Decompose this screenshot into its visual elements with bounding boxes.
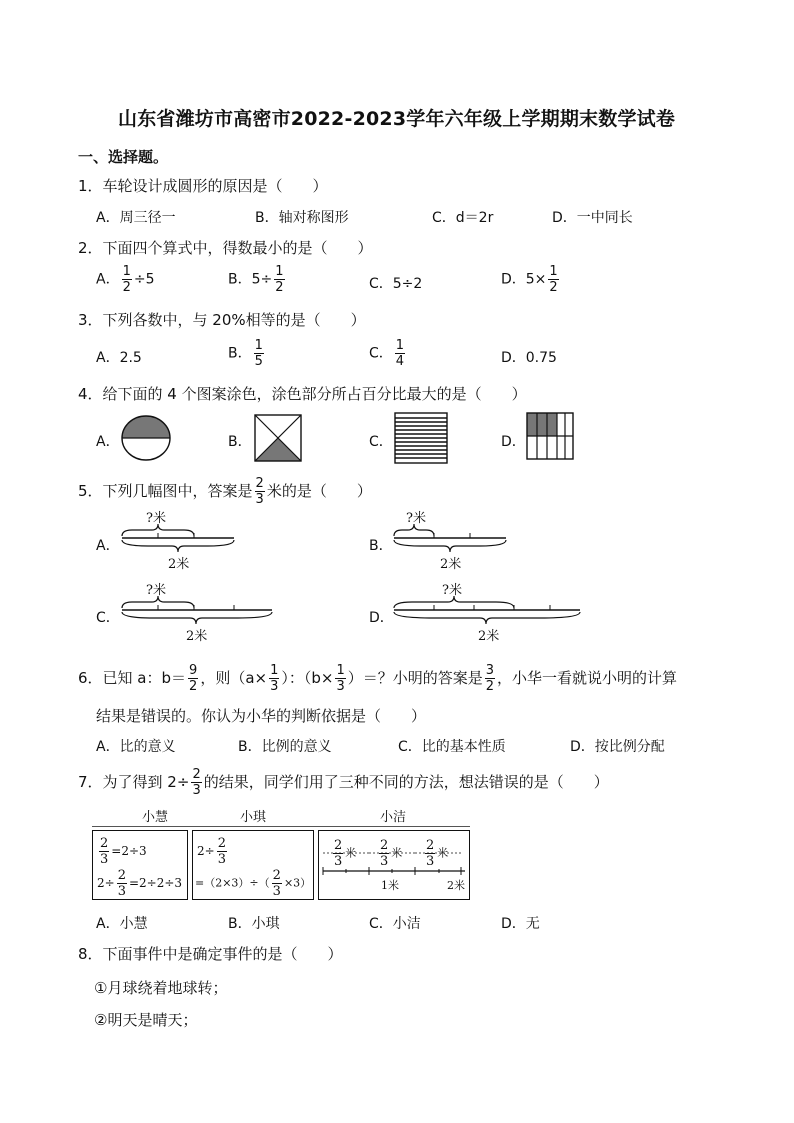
- fraction: [117, 869, 127, 898]
- denominator: 4: [395, 354, 405, 369]
- fraction: [269, 664, 279, 693]
- unit-text: 米: [391, 846, 403, 860]
- method-text: =2÷3: [111, 844, 147, 858]
- option-c[interactable]: C．: [96, 610, 120, 626]
- option-c[interactable]: [369, 339, 407, 368]
- fraction: [188, 664, 198, 693]
- option-b[interactable]: [228, 265, 287, 294]
- denominator: 3: [270, 679, 279, 694]
- segment-label-top: ?米: [146, 511, 166, 526]
- method-text: 2÷: [197, 844, 215, 858]
- option-a[interactable]: A．比的意义: [96, 739, 176, 755]
- option-d[interactable]: [501, 265, 561, 294]
- question-stem: [78, 477, 372, 506]
- striped-rectangle-figure: [394, 412, 448, 464]
- stem-text: 5．下列几幅图中，答案是: [78, 482, 253, 500]
- denominator: 3: [255, 492, 264, 507]
- option-d[interactable]: D．无: [501, 916, 540, 932]
- method-line: [197, 837, 229, 866]
- numerator: 1: [275, 264, 284, 279]
- numerator: 2: [255, 476, 264, 491]
- option-b[interactable]: B．小琪: [228, 916, 280, 932]
- student-name: 小洁: [380, 810, 407, 825]
- numerator: 1: [254, 338, 263, 353]
- denominator: 3: [334, 854, 343, 869]
- method-box-xiaohui: [92, 830, 188, 900]
- option-d[interactable]: D．一中同长: [552, 210, 633, 226]
- tick-label: 2米: [447, 879, 465, 892]
- fraction: [191, 768, 201, 797]
- question-stem: 8．下面事件中是确定事件的是（ ）: [78, 945, 343, 963]
- unit-text: 米: [437, 846, 449, 860]
- denominator: 3: [336, 679, 345, 694]
- header-divider: [92, 826, 470, 827]
- method-box-xiaoqi: [192, 830, 314, 900]
- numerator: 3: [485, 663, 495, 678]
- denominator: 2: [549, 280, 558, 295]
- fraction: [274, 265, 284, 294]
- fraction: [333, 839, 343, 868]
- option-d[interactable]: D．: [501, 434, 526, 450]
- numerator: 2: [272, 868, 281, 883]
- option-a[interactable]: [96, 265, 155, 294]
- option-d[interactable]: D．0.75: [501, 350, 557, 366]
- fraction: [548, 265, 558, 294]
- segment-diagram-a: [118, 508, 238, 572]
- statement-item: ①月球绕着地球转；: [94, 979, 228, 997]
- numerator: 2: [380, 838, 389, 853]
- numerator: 1: [270, 663, 279, 678]
- option-b[interactable]: B．: [228, 434, 252, 450]
- segment-label-top: ?米: [146, 583, 166, 598]
- stem-text: 7．为了得到 2÷: [78, 773, 190, 791]
- denominator: 3: [100, 852, 109, 867]
- method-text: ×3）: [283, 876, 312, 890]
- option-b[interactable]: B．轴对称图形: [255, 210, 349, 226]
- question-stem: 1．车轮设计成圆形的原因是（ ）: [78, 177, 328, 195]
- option-letter: B．: [228, 345, 252, 362]
- method-text: =（2×3）÷（: [195, 876, 270, 890]
- question-stem: [78, 768, 609, 797]
- segment-label-top: ?米: [442, 583, 462, 598]
- numerator: 2: [117, 868, 126, 883]
- segment-label: [331, 839, 356, 868]
- fraction: [255, 477, 265, 506]
- option-a[interactable]: A．小慧: [96, 916, 148, 932]
- denominator: 3: [217, 852, 226, 867]
- numerator: 1: [549, 264, 558, 279]
- option-c[interactable]: C．5÷2: [369, 276, 423, 292]
- denominator: 3: [192, 783, 201, 798]
- segment-diagram-c: [118, 580, 278, 644]
- stem-text: 的结果，同学们用了三种不同的方法，想法错误的是（ ）: [203, 773, 609, 791]
- stem-text: 6．已知 a：b＝: [78, 669, 187, 687]
- stem-text: ）：（b×: [281, 669, 334, 687]
- fraction: [395, 339, 405, 368]
- method-line: [195, 869, 311, 898]
- option-letter: A．: [96, 271, 120, 288]
- grid-figure: [526, 412, 574, 460]
- half-circle-figure: [120, 414, 172, 462]
- method-box-xiaojie: [318, 830, 470, 900]
- segment-diagram-d: [390, 580, 586, 644]
- segment-label-bottom: 2米: [186, 629, 208, 644]
- question-stem: 4．给下面的 4 个图案涂色，涂色部分所占百分比最大的是（ ）: [78, 385, 527, 403]
- segment-label-bottom: 2米: [440, 557, 462, 572]
- fraction: [272, 869, 282, 898]
- option-b[interactable]: [228, 339, 266, 368]
- segment-label: [377, 839, 402, 868]
- stem-text: ）＝？小明的答案是: [347, 669, 483, 687]
- question-stem: 3．下列各数中，与 20%相等的是（ ）: [78, 311, 366, 329]
- option-c[interactable]: C．: [369, 434, 393, 450]
- denominator: 5: [254, 354, 263, 369]
- denominator: 3: [380, 854, 389, 869]
- fraction: [217, 837, 227, 866]
- method-line: 2÷ $\frac{2}{3}$ =2÷2÷3: [97, 868, 183, 899]
- stem-text: ，小华一看就说小明的计算: [497, 669, 678, 687]
- option-a[interactable]: A．: [96, 434, 120, 450]
- question-stem: 2．下面四个算式中，得数最小的是（ ）: [78, 239, 373, 257]
- segment-label-bottom: 2米: [168, 557, 190, 572]
- option-a[interactable]: A．2.5: [96, 350, 142, 366]
- numerator: 2: [192, 767, 201, 782]
- numerator: 2: [100, 836, 109, 851]
- option-a[interactable]: A．: [96, 538, 120, 554]
- fraction: [254, 339, 264, 368]
- student-name: 小琪: [240, 810, 267, 825]
- numerator: 9: [189, 663, 198, 678]
- option-d[interactable]: D．: [369, 610, 394, 626]
- tick-label: 1米: [381, 879, 399, 892]
- question-stem-line1: [78, 664, 677, 693]
- numerator: 1: [395, 338, 405, 353]
- segment-label: [423, 839, 448, 868]
- option-text: ÷5: [133, 271, 155, 288]
- numerator: 1: [336, 663, 345, 678]
- numerator: 2: [426, 838, 435, 853]
- square-triangle-figure: [254, 414, 302, 462]
- fraction: [379, 839, 389, 868]
- option-text: B．5÷: [228, 271, 273, 288]
- section-heading: 一、选择题。: [78, 148, 169, 166]
- method-text: =2÷2÷3: [128, 876, 183, 890]
- option-d[interactable]: D．按比例分配: [570, 739, 665, 755]
- denominator: 2: [485, 679, 495, 694]
- option-text: D．5×: [501, 271, 547, 288]
- option-b[interactable]: B．: [369, 538, 393, 554]
- option-c[interactable]: C．d＝2r: [432, 210, 494, 226]
- option-a[interactable]: A．周三径一: [96, 210, 176, 226]
- page-title: 山东省潍坊市高密市2022-2023学年六年级上学期期末数学试卷: [118, 108, 676, 130]
- fraction: [425, 839, 435, 868]
- denominator: 2: [122, 280, 131, 295]
- stem-text: 米的是（ ）: [266, 482, 372, 500]
- student-name: 小慧: [142, 810, 169, 825]
- question-stem-line2: 结果是错误的。你认为小华的判断依据是（ ）: [96, 707, 427, 725]
- segment-label-bottom: 2米: [478, 629, 500, 644]
- option-letter: C．: [369, 345, 393, 362]
- numerator: 2: [217, 836, 226, 851]
- denominator: 3: [117, 884, 126, 899]
- segment-label-top: ?米: [406, 511, 426, 526]
- fraction: [335, 664, 345, 693]
- numerator: 2: [334, 838, 343, 853]
- fraction: [122, 265, 132, 294]
- unit-text: 米: [345, 846, 357, 860]
- numerator: 1: [122, 264, 131, 279]
- method-line: [97, 837, 147, 866]
- option-b[interactable]: B．比例的意义: [238, 739, 332, 755]
- stem-text: ，则（a×: [200, 669, 268, 687]
- statement-item: ②明天是晴天；: [94, 1011, 198, 1029]
- denominator: 2: [189, 679, 198, 694]
- denominator: 3: [426, 854, 435, 869]
- segment-diagram-b: [390, 508, 510, 572]
- fraction: [485, 664, 495, 693]
- option-c[interactable]: C．小洁: [369, 916, 421, 932]
- denominator: 3: [272, 884, 281, 899]
- fraction: [99, 837, 109, 866]
- option-c[interactable]: C．比的基本性质: [398, 739, 506, 755]
- denominator: 2: [275, 280, 284, 295]
